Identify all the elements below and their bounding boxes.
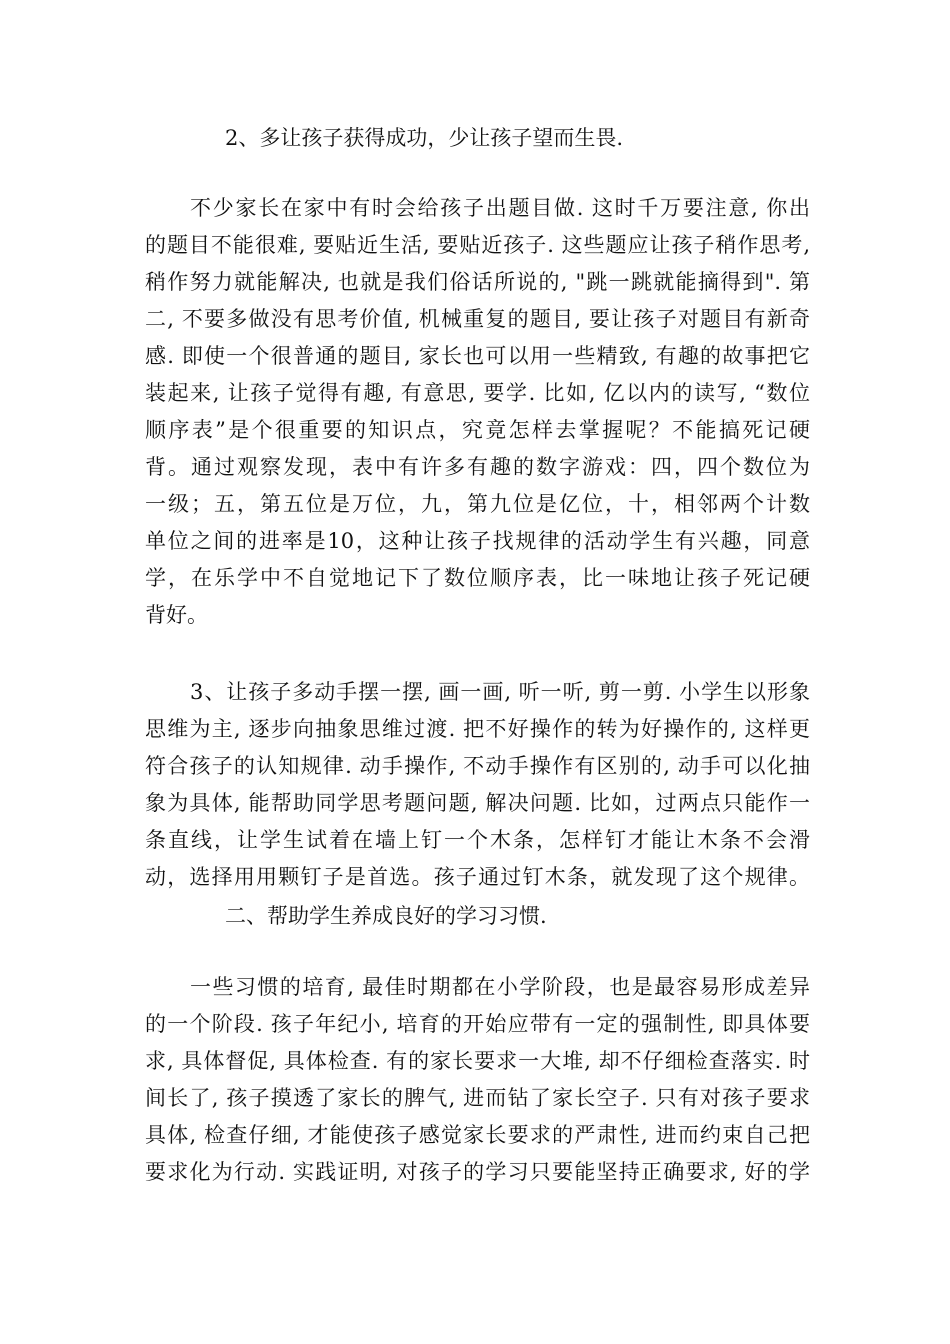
paragraph-1-line: 背好。	[145, 603, 208, 627]
paragraph-2-line: 象为具体, 能帮助同学思考题问题, 解决问题. 比如，过两点只能作一	[145, 791, 810, 815]
paragraph-3-line: 间长了, 孩子摸透了家长的脾气, 进而钻了家长空子. 只有对孩子要求	[145, 1086, 810, 1110]
paragraph-1-line: 背。通过观察发现，表中有许多有趣的数字游戏：四，四个数位为	[145, 455, 810, 479]
paragraph-3-line: 的一个阶段. 孩子年纪小, 培育的开始应带有一定的强制性, 即具体要	[145, 1012, 810, 1036]
section-heading-1: 2、多让孩子获得成功，少让孩子望而生畏.	[225, 126, 624, 150]
paragraph-2-line: 动，选择用用颗钉子是首选。孩子通过钉木条，就发现了这个规律。	[145, 865, 810, 889]
paragraph-2-line: 3、让孩子多动手摆一摆, 画一画, 听一听, 剪一剪. 小学生以形象	[190, 680, 810, 704]
paragraph-3-line: 要求化为行动. 实践证明, 对孩子的学习只要能坚持正确要求, 好的学	[145, 1160, 810, 1184]
section-heading-2: 二、帮助学生养成良好的学习习惯.	[225, 904, 547, 928]
paragraph-2-line: 条直线，让学生试着在墙上钉一个木条，怎样钉才能让木条不会滑	[145, 828, 810, 852]
paragraph-3-line: 具体, 检查仔细, 才能使孩子感觉家长要求的严肃性, 进而约束自己把	[145, 1123, 810, 1147]
paragraph-1-line: 顺序表”是个很重要的知识点，究竟怎样去掌握呢？不能搞死记硬	[145, 418, 810, 442]
paragraph-2-line: 符合孩子的认知规律. 动手操作, 不动手操作有区别的, 动手可以化抽	[145, 754, 810, 778]
paragraph-1-line: 二, 不要多做没有思考价值, 机械重复的题目, 要让孩子对题目有新奇	[145, 307, 810, 331]
paragraph-1-line: 的题目不能很难, 要贴近生活, 要贴近孩子. 这些题应让孩子稍作思考,	[145, 233, 810, 257]
paragraph-1-line: 不少家长在家中有时会给孩子出题目做. 这时千万要注意, 你出	[190, 196, 810, 220]
paragraph-1-line: 单位之间的进率是10，这种让孩子找规律的活动学生有兴趣，同意	[145, 529, 810, 553]
paragraph-2-line: 思维为主, 逐步向抽象思维过渡. 把不好操作的转为好操作的, 这样更	[145, 717, 810, 741]
paragraph-1-line: 装起来, 让孩子觉得有趣, 有意思, 要学. 比如, 亿以内的读写, “数位	[145, 381, 810, 405]
paragraph-3-line: 一些习惯的培育, 最佳时期都在小学阶段，也是最容易形成差异	[190, 975, 810, 999]
paragraph-1-line: 稍作努力就能解决, 也就是我们俗话所说的, "跳一跳就能摘得到". 第	[145, 270, 810, 294]
paragraph-3-line: 求, 具体督促, 具体检查. 有的家长要求一大堆, 却不仔细检查落实. 时	[145, 1049, 810, 1073]
paragraph-1-line: 学，在乐学中不自觉地记下了数位顺序表，比一味地让孩子死记硬	[145, 566, 810, 590]
paragraph-1-line: 一级；五，第五位是万位，九，第九位是亿位，十，相邻两个计数	[145, 492, 810, 516]
paragraph-1-line: 感. 即使一个很普通的题目, 家长也可以用一些精致, 有趣的故事把它	[145, 344, 810, 368]
